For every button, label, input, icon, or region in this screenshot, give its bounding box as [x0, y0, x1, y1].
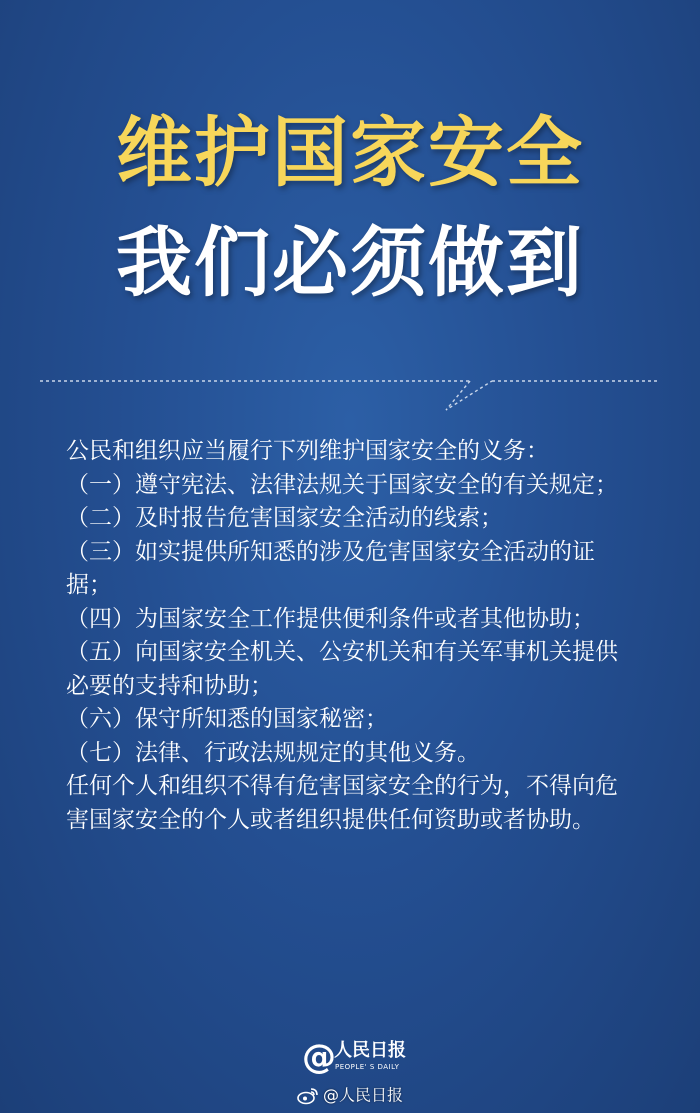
- item-marker: （三）: [66, 538, 135, 565]
- duty-item-4: [66, 603, 638, 637]
- watermark-text: @人民日报: [322, 1085, 403, 1105]
- item-marker: （七）: [66, 739, 135, 766]
- item-text: 向国家安全机关、公安机关和有关军事机关提供必要的支持和协助；: [66, 639, 618, 699]
- duty-item-6: [66, 703, 638, 737]
- duties-text: [66, 435, 638, 837]
- peoples-daily-logo-block: [0, 1038, 700, 1078]
- item-marker: （五）: [66, 639, 135, 665]
- item-marker: （四）: [66, 605, 135, 632]
- logo-name-cn: 人民日报: [334, 1040, 406, 1061]
- duty-item-1: [66, 469, 638, 503]
- paragraph-intro: [66, 435, 638, 469]
- item-text: 遵守宪法、法律法规关于国家安全的有关规定；: [135, 471, 618, 498]
- item-marker: （二）: [66, 505, 135, 531]
- item-text: 保守所知悉的国家秘密；: [135, 706, 388, 732]
- title-line-2: 我们必须做到: [116, 218, 584, 307]
- item-marker: （一）: [66, 471, 135, 498]
- at-symbol-icon: @: [302, 1037, 336, 1077]
- item-text: 及时报告危害国家安全活动的线索；: [135, 505, 503, 531]
- item-text: 为国家安全工作提供便利条件或者其他协助；: [135, 605, 595, 632]
- duty-item-7: [66, 737, 638, 771]
- paragraph-closing: [66, 770, 638, 837]
- item-text: 如实提供所知悉的涉及危害国家安全活动的证据；: [66, 538, 595, 598]
- title-line-1: 维护国家安全: [116, 108, 584, 197]
- peoples-daily-logo: [302, 1038, 412, 1078]
- logo-name-en: PEOPLE' S DAILY: [335, 1063, 400, 1071]
- duty-item-2: [66, 502, 638, 536]
- speech-divider: [0, 368, 700, 418]
- weibo-icon: [297, 1087, 319, 1105]
- closing-text: 任何个人和组织不得有危害国家安全的行为，不得向危害国家安全的个人或者组织提供任何资助或者协助。: [66, 773, 618, 833]
- item-text: 法律、行政法规规定的其他义务。: [135, 739, 480, 766]
- weibo-watermark: [0, 1082, 700, 1108]
- duty-item-3: [66, 536, 638, 603]
- intro-text: 公民和组织应当履行下列维护国家安全的义务：: [66, 438, 549, 464]
- duty-item-5: [66, 636, 638, 703]
- item-marker: （六）: [66, 706, 135, 732]
